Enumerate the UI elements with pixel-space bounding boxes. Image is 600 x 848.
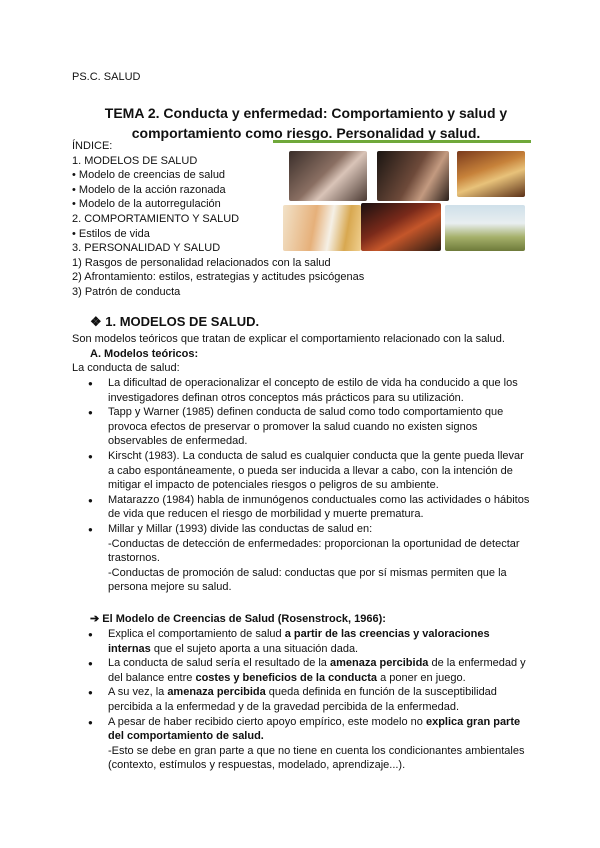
photo-collage <box>273 140 531 255</box>
toc-line: 1) Rasgos de personalidad relacionados con la salud <box>72 256 331 269</box>
section-intro: Son modelos teóricos que tratan de explicar el comportamiento relacionado con la salud. <box>72 333 505 345</box>
text-span: A pesar de haber recibido cierto apoyo empírico, este modelo no <box>108 715 426 728</box>
millar-p1: -Conductas de detección de enfermedades: proporcionan la oportunidad de detectar trastornos. <box>108 537 520 565</box>
photo-cycling <box>445 205 525 251</box>
toc-line: • Modelo de la autorregulación <box>72 198 221 211</box>
list-item: ● Kirscht (1983). La conducta de salud es cualquier conducta que la gente pueda llevar a cabo espontáneamente, o pueda ser inducida a llevar a cabo, con la intención de mitigar el impacto de potenciales riesgos o peligros de su ambiente. <box>108 449 532 493</box>
toc-line: • Modelo de la acción razonada <box>72 183 226 196</box>
creencias-list <box>72 627 532 773</box>
millar-p2: -Conductas de promoción de salud: conductas que por sí mismas permiten que la persona mejore su salud. <box>108 566 507 594</box>
document-header: PS.C. SALUD <box>72 71 141 83</box>
section-heading: ❖ 1. MODELOS DE SALUD. <box>90 314 260 329</box>
bold-span: a partir de las creencias y valoraciones internas <box>108 628 490 655</box>
list-item <box>108 656 532 685</box>
page-title: TEMA 2. Conducta y enfermedad: Comportamiento y salud y comportamiento como riesgo. Personalidad y salud. <box>104 105 508 141</box>
toc-line: • Estilos de vida <box>72 227 150 240</box>
toc-line: 3. PERSONALIDAD Y SALUD <box>72 242 221 255</box>
photo-group-eating <box>457 151 525 197</box>
millar-text: ● Millar y Millar (1993) divide las conductas de salud en: <box>108 522 373 535</box>
lead-text: La conducta de salud: <box>72 362 180 374</box>
list-item: ● La dificultad de operacionalizar el concepto de estilo de vida ha conducido a que los investigadores definan otros conceptos más prácticos para su utilización. <box>108 376 532 405</box>
bold-span: amenaza percibida <box>167 686 266 699</box>
text-span: La conducta de salud sería el resultado de la <box>108 657 330 670</box>
photo-driving <box>361 203 441 251</box>
text-span: a poner en juego. <box>377 671 466 684</box>
bullet-list <box>72 376 532 595</box>
photo-sleeping-person <box>289 151 367 201</box>
toc-line: • Modelo de creencias de salud <box>72 169 226 182</box>
bold-span: costes y beneficios de la conducta <box>195 671 378 684</box>
photo-smoking <box>377 151 449 201</box>
creencias-note: -Esto se debe en gran parte a que no tiene en cuenta los condicionantes ambientales (contexto, estímulos y respuestas, modelado, aprendizaje...). <box>108 744 525 772</box>
list-item: ● Tapp y Warner (1985) definen conducta de salud como todo comportamiento que provoca efectos de preservar o promover la salud cuando no existen signos observables de enfermedad. <box>108 405 532 449</box>
list-item <box>108 627 532 656</box>
toc-line: ÍNDICE: <box>72 140 113 152</box>
list-item <box>108 715 532 773</box>
list-item <box>108 685 532 714</box>
text-span: A su vez, la <box>108 686 168 699</box>
text-span: que el sujeto aporta a una situación dada. <box>150 642 359 655</box>
text-span: queda definida en función de la susceptibilidad percibida a la enfermedad y de la gravedad percibida de la enfermedad. <box>108 686 497 713</box>
toc-line: 3) Patrón de conducta <box>72 285 181 298</box>
list-item: ● Matarazzo (1984) habla de inmunógenos conductuales como las actividades o hábitos de vida que reducen el riesgo de morbilidad y muerte prematura. <box>108 493 532 522</box>
toc-line: 2. COMPORTAMIENTO Y SALUD <box>72 212 240 225</box>
bold-span: amenaza percibida <box>329 657 429 670</box>
bold-span: explica gran parte del comportamiento de salud. <box>108 715 521 743</box>
toc-line: 2) Afrontamiento: estilos, estrategias y actitudes psicógenas <box>72 271 365 284</box>
toc-line: 1. MODELOS DE SALUD <box>72 154 198 167</box>
list-item <box>108 522 532 595</box>
photo-woman-fruit <box>283 205 361 251</box>
subsection-heading: A. Modelos teóricos: <box>90 348 199 360</box>
creencias-heading: ➔ El Modelo de Creencias de Salud (Rosenstrock, 1966): <box>90 613 386 625</box>
text-span: de la enfermedad y del balance entre <box>108 657 526 684</box>
text-span: Explica el comportamiento de salud <box>108 628 285 640</box>
